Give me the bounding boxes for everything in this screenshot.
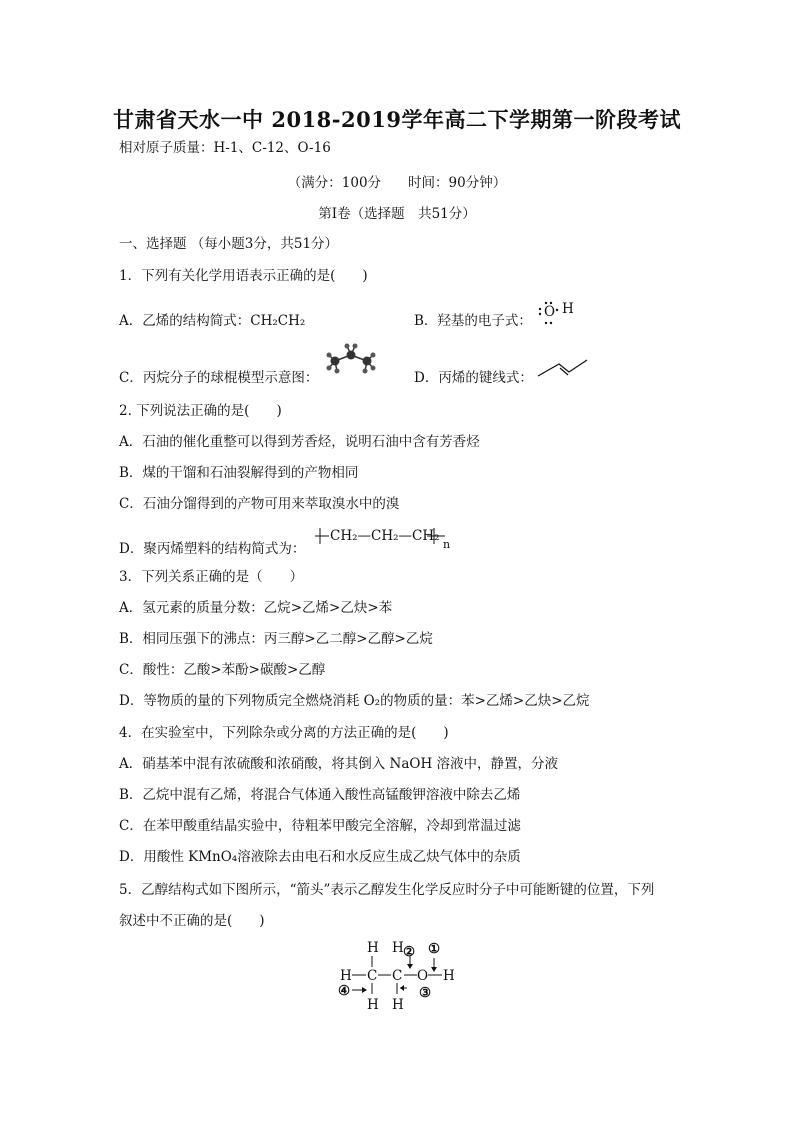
volume-heading: 第Ⅰ卷（选择题 共51分） <box>318 206 476 222</box>
propane-ball-stick-model-icon <box>325 343 377 375</box>
atom-h-left: H <box>340 968 352 984</box>
atom-c1: C <box>367 968 378 984</box>
hydroxyl-electron-formula <box>537 300 583 324</box>
q4-option-d: D．用酸性 KMnO₄溶液除去由电石和水反应生成乙炔气体中的杂质 <box>119 849 521 865</box>
q2-option-b: B．煤的干馏和石油裂解得到的产物相同 <box>119 465 359 481</box>
q2-option-a: A．石油的催化重整可以得到芳香烃，说明石油中含有芳香烃 <box>119 434 480 450</box>
electron-dots-icon <box>537 300 583 324</box>
bond-label-2: ② <box>403 944 416 960</box>
atomic-mass-line: 相对原子质量：H-1、C-12、O-16 <box>119 140 331 156</box>
q3-option-a: A．氢元素的质量分数：乙烷>乙烯>乙炔>苯 <box>119 600 393 616</box>
q2-option-d: D．聚丙烯塑料的结构简式为： <box>119 541 306 557</box>
atom-h-top-left: H <box>367 940 379 956</box>
q1-option-a: A．乙烯的结构简式：CH₂CH₂ <box>119 313 306 329</box>
q1-stem: 1．下列有关化学用语表示正确的是( ) <box>119 268 368 284</box>
q4-option-c: C．在苯甲酸重结晶实验中，待粗苯甲酸完全溶解，冷却到常温过滤 <box>119 818 521 834</box>
atom-h-hydroxyl: H <box>443 968 455 984</box>
q3-option-c: C．酸性：乙酸>苯酚>碳酸>乙醇 <box>119 662 326 678</box>
bond-label-1: ① <box>428 941 441 957</box>
exam-info: （满分：100分 时间：90分钟） <box>287 175 507 191</box>
electron-formula-oxygen: O <box>544 304 556 320</box>
atom-h-top-right: H <box>392 940 404 956</box>
document-title: 甘肃省天水一中 2018-2019学年高二下学期第一阶段考试 <box>113 107 681 132</box>
q3-option-d: D．等物质的量的下列物质完全燃烧消耗 O₂的物质的量：苯>乙烯>乙炔>乙烷 <box>119 693 590 709</box>
q5-stem-line1: 5．乙醇结构式如下图所示，“箭头”表示乙醇发生化学反应时分子中可能断键的位置，下列 <box>119 882 655 898</box>
q5-stem-line2: 叙述中不正确的是( ) <box>119 913 265 929</box>
polymer-repeat-unit: CH₂—CH₂—CH₂ <box>330 528 440 544</box>
q1-option-b: B．羟基的电子式： <box>414 313 532 329</box>
q4-option-a: A．硝基苯中混有浓硫酸和浓硝酸，将其倒入 NaOH 溶液中，静置，分液 <box>119 756 559 772</box>
atom-h-bottom-left: H <box>367 997 379 1013</box>
q3-option-b: B．相同压强下的沸点：丙三醇>乙二醇>乙醇>乙烷 <box>119 631 433 647</box>
atom-c2: C <box>392 968 403 984</box>
bond-label-4: ④ <box>338 983 351 999</box>
propene-skeletal-formula-icon <box>537 358 589 380</box>
polypropylene-formula <box>313 524 455 554</box>
q2-stem: 2. 下列说法正确的是( ) <box>119 403 282 419</box>
q4-stem: 4．在实验室中，下列除杂或分离的方法正确的是( ) <box>119 725 449 741</box>
q2-option-c: C．石油分馏得到的产物可用来萃取溴水中的溴 <box>119 496 400 512</box>
q3-stem: 3．下列关系正确的是（ ） <box>119 569 304 585</box>
bond-label-3: ③ <box>419 985 432 1001</box>
q1-option-c: C．丙烷分子的球棍模型示意图： <box>119 370 319 386</box>
electron-formula-hydrogen: H <box>562 301 574 317</box>
atom-h-bottom-right: H <box>392 997 404 1013</box>
q4-option-b: B．乙烷中混有乙烯，将混合气体通入酸性高锰酸钾溶液中除去乙烯 <box>119 787 521 803</box>
ethanol-structure-diagram <box>330 936 470 1014</box>
q1-option-d: D．丙烯的键线式： <box>414 370 533 386</box>
section-heading: 一、选择题 （每小题3分，共51分） <box>119 236 339 252</box>
polymer-subscript-n: n <box>443 538 451 551</box>
atom-o: O <box>417 968 429 984</box>
